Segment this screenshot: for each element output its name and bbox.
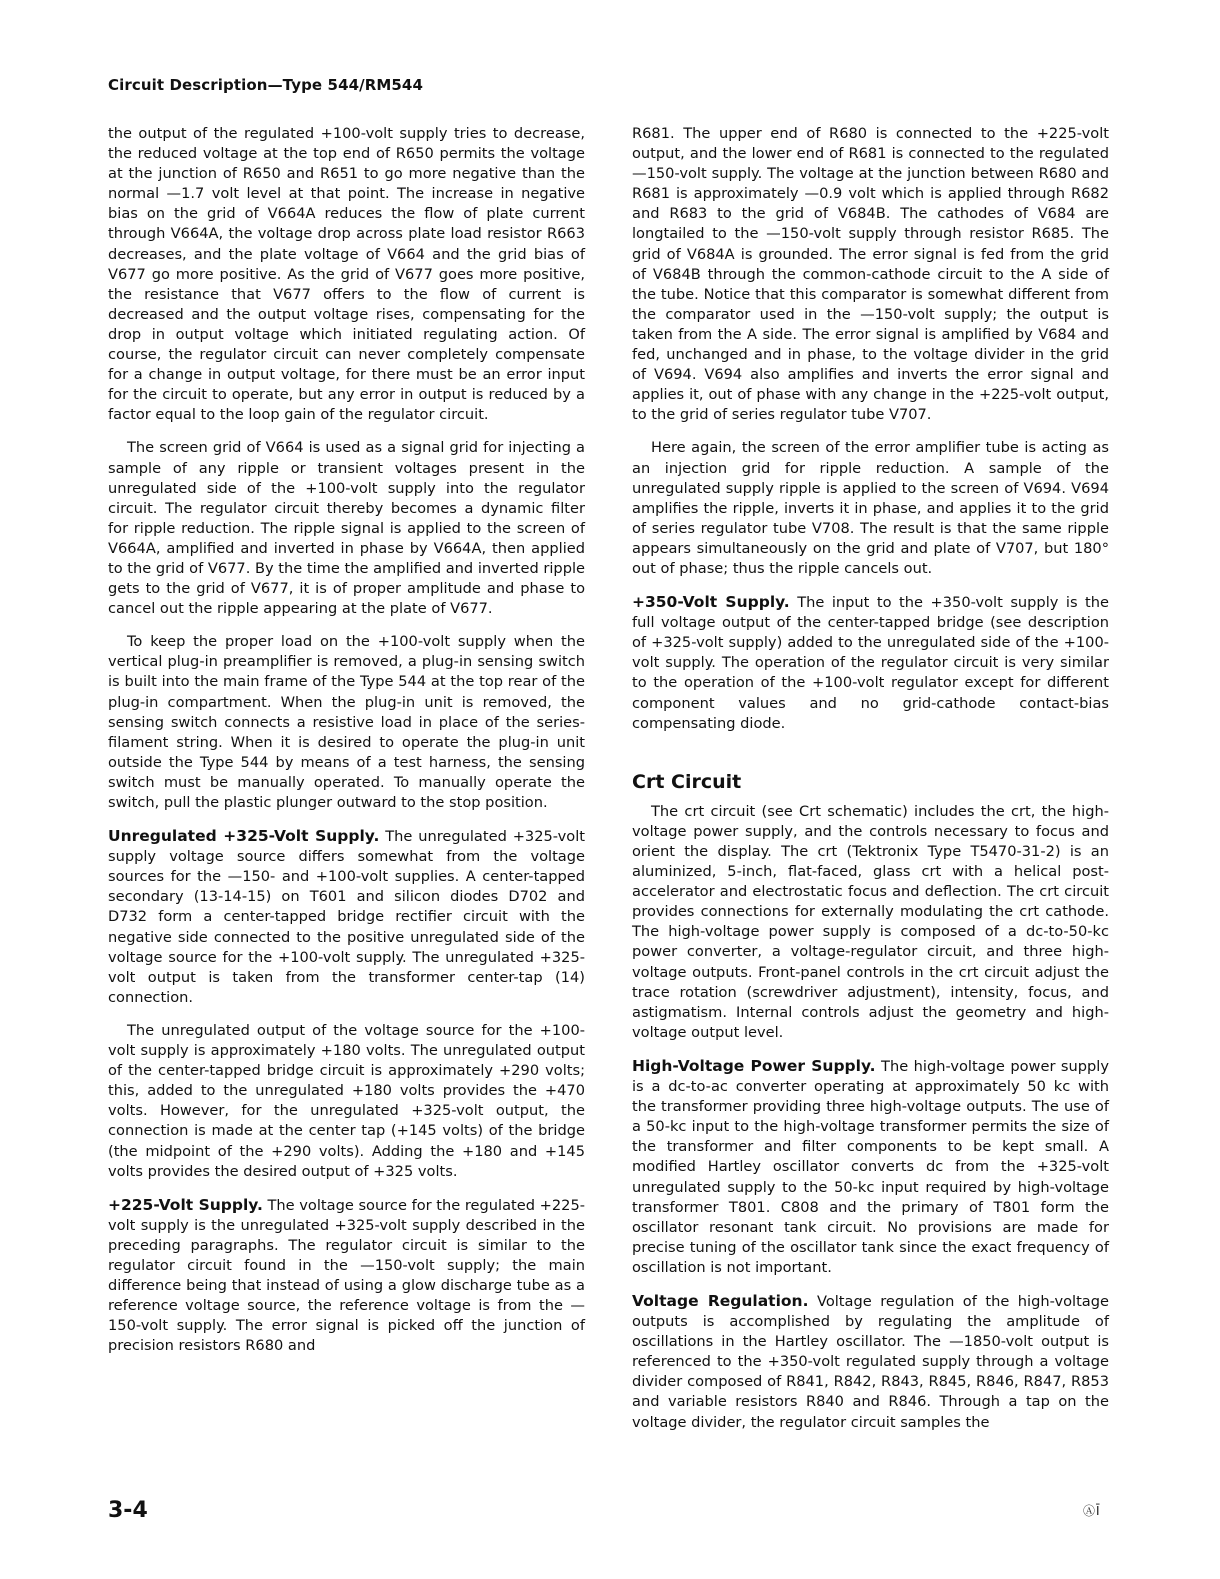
paragraph: The screen grid of V664 is used as a signal grid for injecting a sample of any ripple or transient voltages present in the unregulated side of the +100-volt supply into the regulator circuit. The regulator circuit thereby becomes a dynamic filter for ripple reduction. The ripple signal is applied to the screen of V664A, amplified and inverted in phase by V664A, then applied to the grid of V677. By the time the amplified and inverted ripple gets to the grid of V677, it is of proper amplitude and phase to cancel out the ripple appearing at the plate of V677.: [108, 439, 585, 618]
right-column: [632, 124, 1109, 1446]
run-in-heading: +350-Volt Supply.: [632, 593, 790, 612]
paragraph: the output of the regulated +100-volt supply tries to decrease, the reduced voltage at the top end of R650 permits the voltage at the junction of R650 and R651 to go more negative than the normal —1.7 volt level at that point. The increase in negative bias on the grid of V664A reduces the flow of plate current through V664A, the voltage drop across plate load resistor R663 decreases, and the plate voltage of V664 and the grid bias of V677 go more positive. As the grid of V677 goes more positive, the resistance that V677 offers to the flow of current is decreased and the output voltage rises, compensating for the drop in output voltage which initiated regulating action. Of course, the regulator circuit can never completely compensate for a change in output voltage, for there must be an error input for the circuit to operate, but any error in output is reduced by a factor equal to the loop gain of the regulator circuit.: [108, 125, 585, 424]
left-column: [108, 124, 585, 1369]
run-in-heading: High-Voltage Power Supply.: [632, 1056, 876, 1075]
paragraph: The crt circuit (see Crt schematic) includes the crt, the high-voltage power supply, and the controls necessary to focus and orient the display. The crt (Tektronix Type T5470-31-2) is an aluminized, 5-inch, flat-faced, glass crt with a helical post-accelerator and electrostatic focus and deflection. The crt circuit provides connections for externally modulating the crt cathode. The high-voltage power supply is composed of a dc-to-50-kc power converter, a voltage-regulator circuit, and three high-voltage outputs. Front-panel controls in the crt circuit adjust the trace rotation (screwdriver adjustment), intensity, focus, and astigmatism. Internal controls adjust the geometry and high-voltage output level.: [632, 802, 1109, 1041]
paragraph-text: The voltage source for the regulated +225-volt supply is the unregulated +325-volt supply described in the preceding paragraphs. The regulator circuit is similar to the regulator circuit found in the —150-volt supply; the main difference being that instead of using a glow discharge tube as a reference voltage source, the reference voltage is from the —150-volt supply. The error signal is picked off the junction of precision resistors R680 and: [108, 1196, 585, 1355]
paragraph: [632, 1056, 1109, 1278]
page-number: 3-4: [108, 1498, 148, 1523]
paragraph: The unregulated output of the voltage source for the +100-volt supply is approximately +180 volts. The unregulated output of the center-tapped bridge circuit is approximately +290 volts; this, added to the unregulated +180 volts provides the +470 volts. However, for the unregulated +325-volt output, the connection is made at the center tap (+145 volts) of the bridge (the midpoint of the +290 volts). Adding the +180 and +145 volts provides the desired output of +325 volts.: [108, 1021, 585, 1180]
paragraph-text: The unregulated +325-volt supply voltage source differs somewhat from the voltage sources for the —150- and +100-volt supplies. A center-tapped secondary (13-14-15) on T601 and silicon diodes D702 and D732 form a center-tapped bridge rectifier circuit with the negative side connected to the positive unregulated side of the voltage source for the +100-volt supply. The unregulated +325-volt output is taken from the transformer center-tap (14) connection.: [108, 828, 585, 1006]
run-in-heading: Voltage Regulation.: [632, 1291, 809, 1310]
paragraph: To keep the proper load on the +100-volt supply when the vertical plug-in preamplifier is removed, a plug-in sensing switch is built into the main frame of the Type 544 at the top rear of the plug-in compartment. When the plug-in unit is removed, the sensing switch connects a resistive load in place of the series-filament string. When it is desired to operate the plug-in unit outside the Type 544 by means of a test harness, the sensing switch must be manually operated. To manually operate the switch, pull the plastic plunger outward to the stop position.: [108, 633, 585, 811]
paragraph: [632, 592, 1109, 734]
paragraph-text: The high-voltage power supply is a dc-to-ac converter operating at approximately 50 kc with the transformer providing three high-voltage outputs. The use of a 50-kc input to the high-voltage transformer permits the size of the transformer and filter components to be kept small. A modified Hartley oscillator converts dc from the +325-volt unregulated supply to the 50-kc input required by high-voltage transformer T801. C808 and the primary of T801 form the oscillator resonant tank circuit. No provisions are made for precise tuning of the oscillator tank since the exact frequency of oscillation is not important.: [632, 1057, 1110, 1276]
section-heading: Crt Circuit: [632, 770, 742, 793]
paragraph: [108, 826, 585, 1008]
paragraph: Here again, the screen of the error amplifier tube is acting as an injection grid for ripple reduction. A sample of the unregulated supply ripple is applied to the screen of V694. V694 amplifies the ripple, inverts it in phase, and applies it to the grid of series regulator tube V708. The result is that the same ripple appears simultaneously on the grid and plate of V707, but 180° out of phase; thus the ripple cancels out.: [632, 439, 1109, 577]
run-in-heading: Unregulated +325-Volt Supply.: [108, 827, 380, 846]
paragraph: [108, 1195, 585, 1357]
paragraph: R681. The upper end of R680 is connected to the +225-volt output, and the lower end of R681 is connected to the regulated —150-volt supply. The voltage at the junction between R680 and R681 is approximately —0.9 volt which is applied through R682 and R683 to the grid of V684B. The cathodes of V684 are longtailed to the —150-volt supply through resistor R685. The grid of V684A is grounded. The error signal is fed from the grid of V684B through the common-cathode circuit to the A side of the tube. Notice that this comparator is somewhat different from the comparator used in the —150-volt supply; the output is taken from the A side. The error signal is amplified by V684 and fed, unchanged and in phase, to the voltage divider in the grid of V694. V694 also amplifies and inverts the error signal and applies it, out of phase with any change in the +225-volt output, to the grid of series regulator tube V707.: [632, 125, 1109, 424]
revision-mark: ⒶĪ: [1083, 1504, 1101, 1518]
run-in-heading: +225-Volt Supply.: [108, 1195, 263, 1214]
running-header: Circuit Description—Type 544/RM544: [108, 76, 424, 94]
paragraph-text: Voltage regulation of the high-voltage outputs is accomplished by regulating the amplitude of oscillations in the Hartley oscillator. The —1850-volt output is referenced to the +350-volt regulated supply through a voltage divider composed of R841, R842, R843, R845, R846, R847, R853 and variable resistors R840 and R846. Through a tap on the voltage divider, the regulator circuit samples the: [632, 1292, 1109, 1431]
paragraph-text: The input to the +350-volt supply is the full voltage output of the center-tapped bridge (see description of +325-volt supply) added to the unregulated side of the +100-volt supply. The operation of the regulator circuit is very similar to the operation of the +100-volt regulator except for different component values and no grid-cathode contact-bias compensating diode.: [632, 594, 1110, 732]
paragraph: [632, 1291, 1109, 1433]
